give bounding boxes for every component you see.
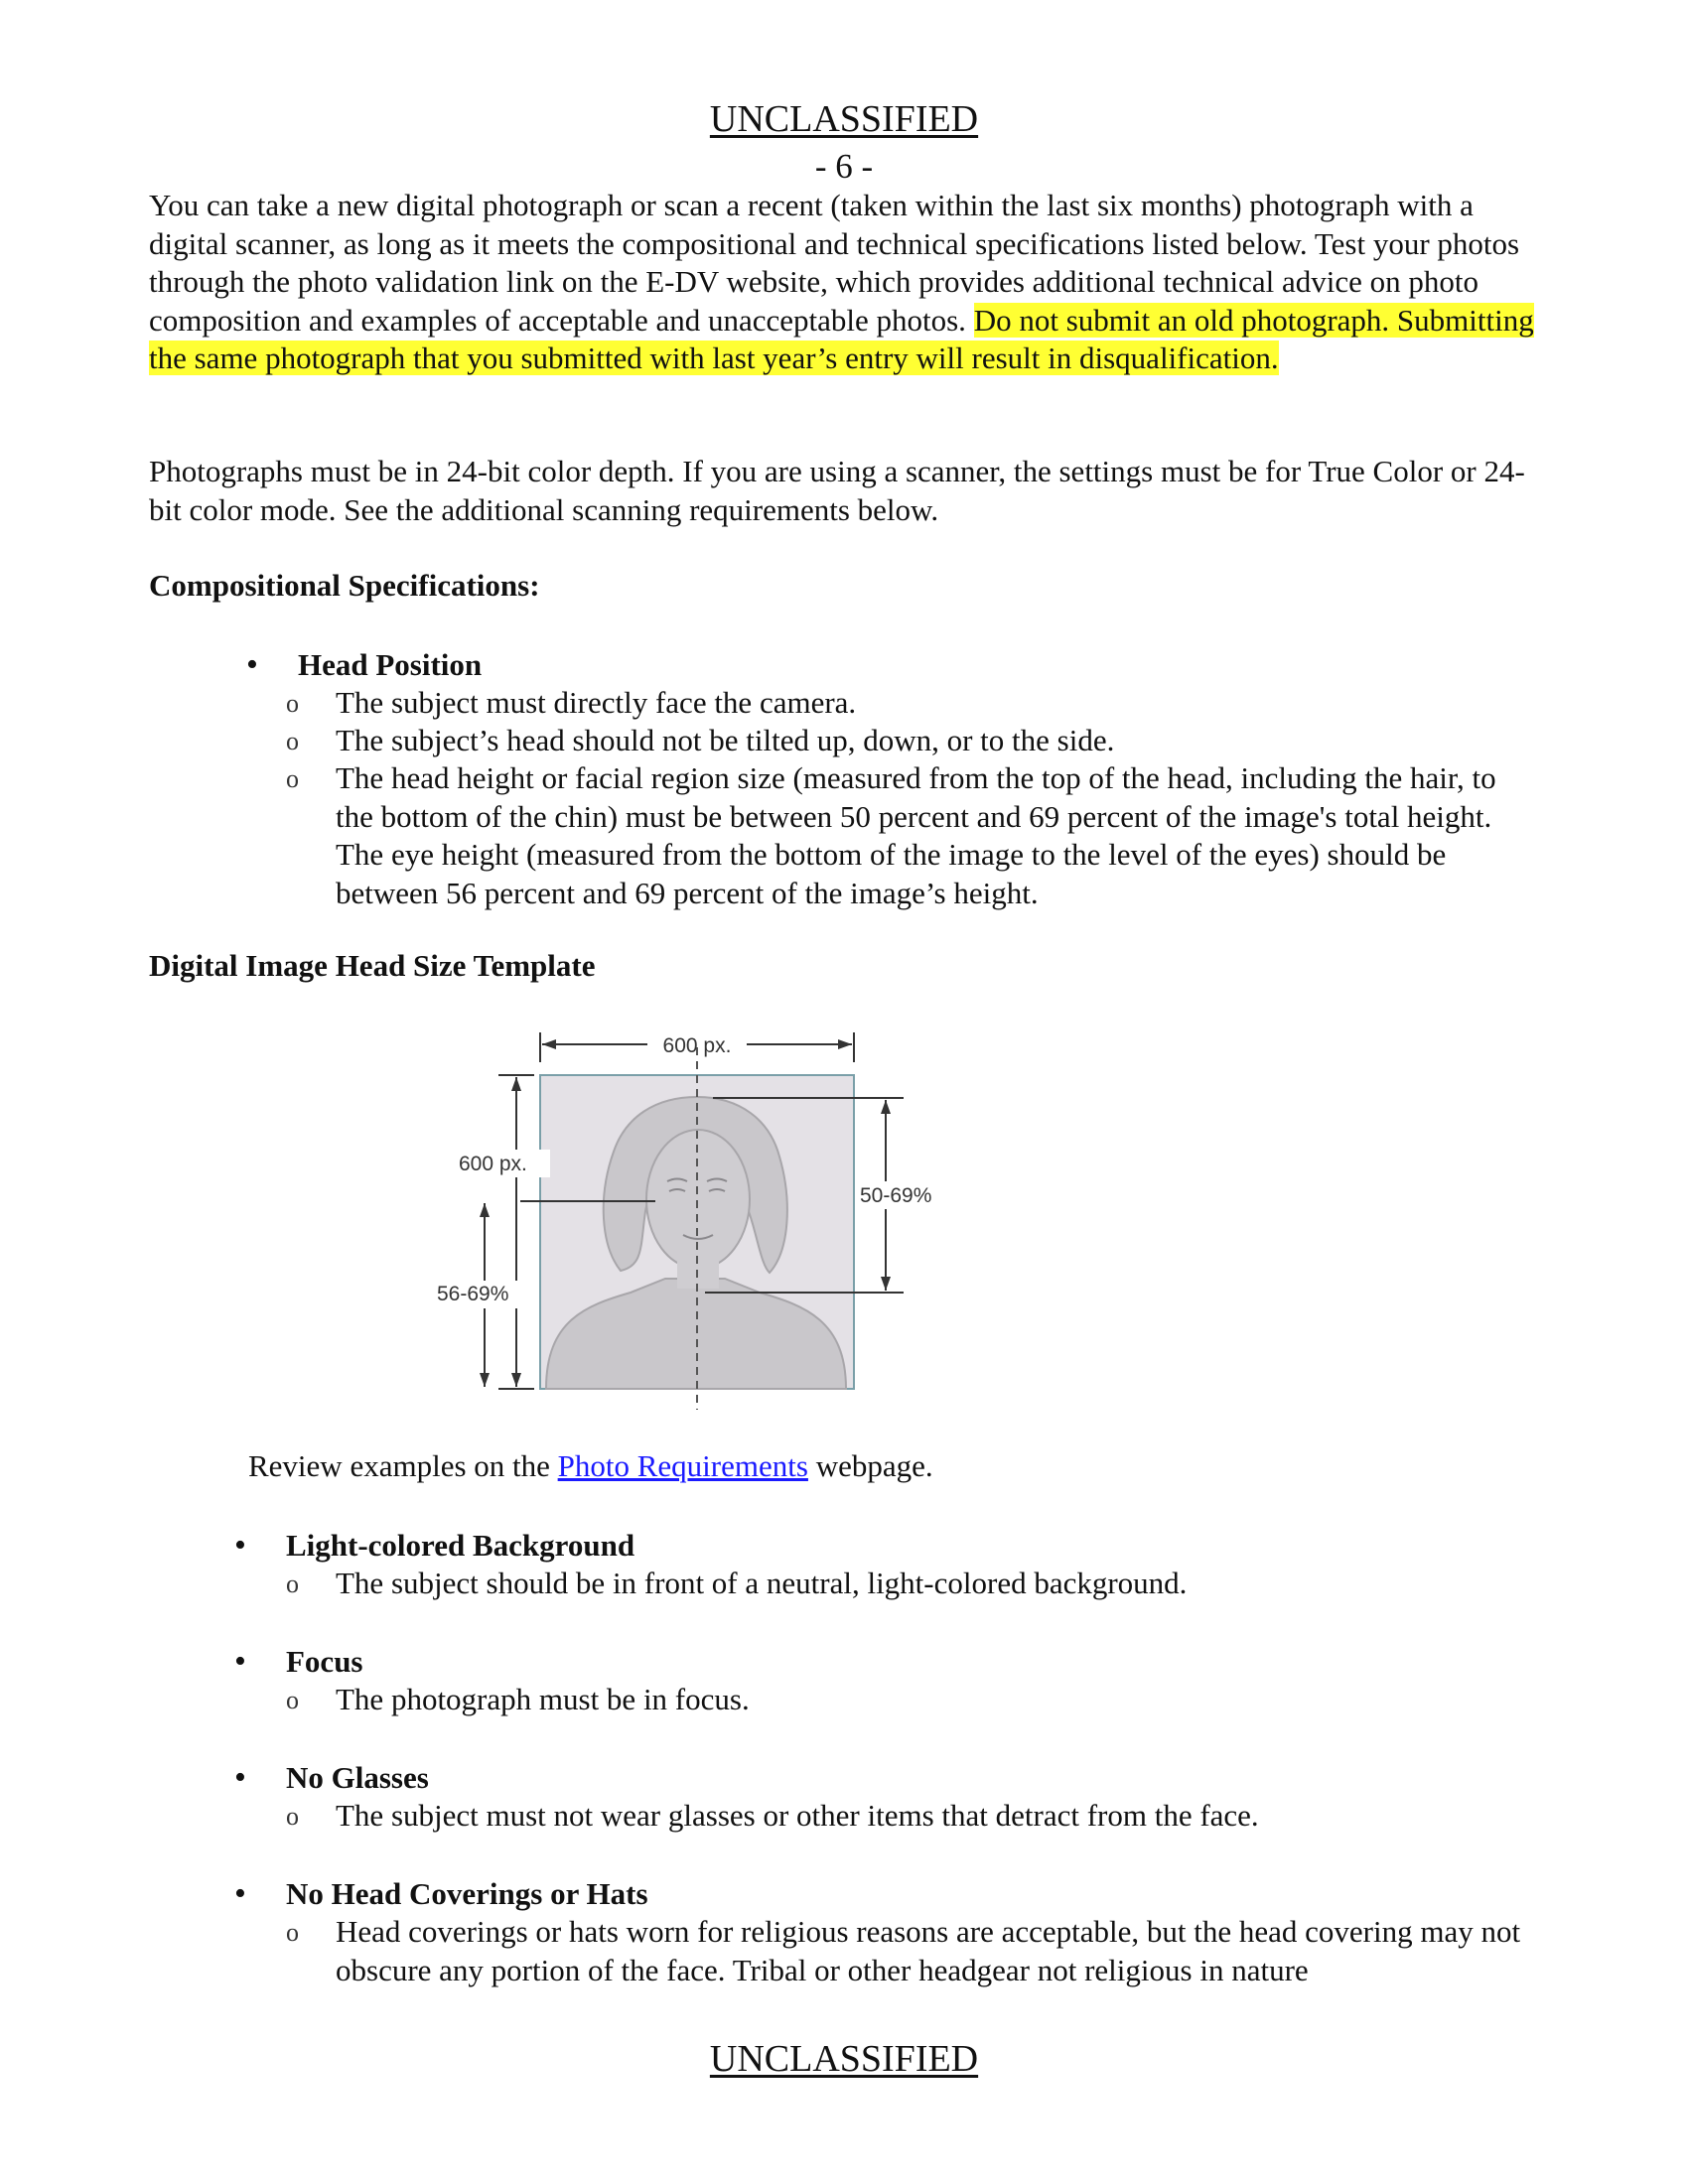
head-position-item-2: The subject’s head should not be tilted up, down, or to the side. [336, 723, 1115, 757]
review-paragraph: Review examples on the Photo Requirements webpage. [248, 1448, 933, 1483]
intro-paragraph [149, 187, 1539, 378]
intro-text: You can take a new digital photograph or scan a recent (taken within the last six months) photograph with a digital scanner, as long as it meets the compositional and technical specifications listed below. Test your photos through the photo validation link on the E-DV website, which provides additional technical advice on photo composition and examples of acceptable and unacceptable photos. [149, 188, 1520, 338]
bullet-icon: • [234, 1759, 246, 1796]
bullet-icon: • [234, 1643, 246, 1680]
head-position-item-3: The head height or facial region size (measured from the top of the head, including the hair, to the bottom of the chin) must be between 50 percent and 69 percent of the image's total height. The eye height (measured from the bottom of the image to the level of the eyes) should be between 56 percent and 69 percent of the image’s height. [336, 760, 1496, 910]
no-head-coverings-title: No Head Coverings or Hats [286, 1876, 648, 1911]
no-glasses-title: No Glasses [286, 1760, 429, 1795]
no-glasses-item-1: The subject must not wear glasses or other items that detract from the face. [336, 1798, 1259, 1833]
head-height-label: 50-69% [860, 1184, 932, 1207]
color-depth-paragraph: Photographs must be in 24-bit color depth. If you are using a scanner, the settings must be for True Color or 24-bit color mode. See the additional scanning requirements below. [149, 454, 1525, 527]
eye-height-label: 56-69% [437, 1283, 509, 1305]
height-label: 600 px. [459, 1153, 527, 1175]
background-title: Light-colored Background [286, 1528, 635, 1563]
sub-bullet-icon: o [286, 1802, 299, 1831]
sub-bullet-icon: o [286, 764, 299, 793]
template-heading: Digital Image Head Size Template [149, 948, 596, 983]
compositional-heading: Compositional Specifications: [149, 568, 540, 603]
focus-item-1: The photograph must be in focus. [336, 1682, 750, 1716]
bullet-icon: • [234, 1875, 246, 1912]
page-number: - 6 - [814, 147, 874, 186]
sub-bullet-icon: o [286, 727, 299, 755]
header-classification: UNCLASSIFIED [709, 98, 979, 140]
head-position-title: Head Position [298, 647, 483, 682]
highlighted-warning: Do not submit an old photograph. Submitting the same photograph that you submitted with last year’s entry will result in disqualification. [149, 302, 1534, 375]
focus-title: Focus [286, 1644, 363, 1679]
width-label: 600 px. [662, 1034, 732, 1057]
sub-bullet-icon: o [286, 689, 299, 718]
bullet-icon: • [246, 646, 258, 683]
no-head-coverings-item-1: Head coverings or hats worn for religious reasons are acceptable, but the head covering may not obscure any portion of the face. Tribal or other headgear not religious in nature [336, 1914, 1521, 1987]
footer-classification: UNCLASSIFIED [709, 2038, 979, 2080]
sub-bullet-icon: o [286, 1918, 299, 1947]
head-position-item-1: The subject must directly face the camera. [336, 685, 857, 720]
sub-bullet-icon: o [286, 1686, 299, 1714]
bullet-icon: • [234, 1527, 246, 1564]
head-size-template-figure [417, 1023, 953, 1410]
photo-requirements-link[interactable]: Photo Requirements [557, 1448, 808, 1483]
sub-bullet-icon: o [286, 1570, 299, 1598]
background-item-1: The subject should be in front of a neutral, light-colored background. [336, 1566, 1188, 1600]
